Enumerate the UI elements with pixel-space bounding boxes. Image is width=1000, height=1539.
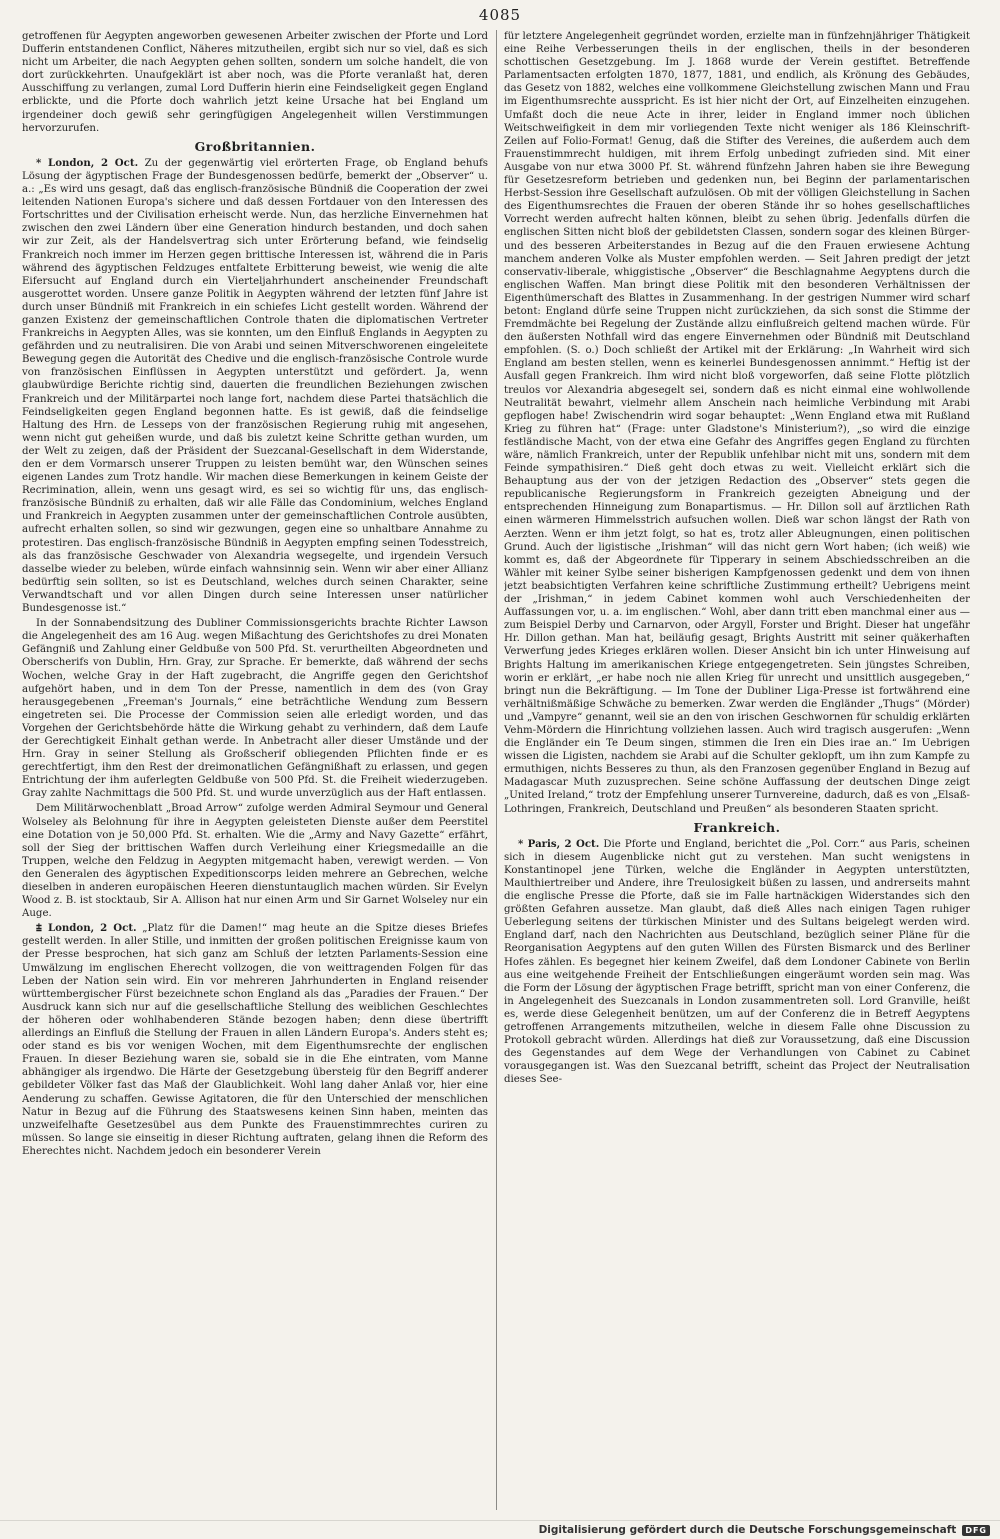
section-heading-france: Frankreich. [693,819,781,835]
page-number: 4085 [478,6,522,24]
footer-text: Digitalisierung gefördert durch die Deutsche Forschungsgemeinschaft [538,1524,957,1536]
article-broad-arrow: Dem Militärwochenblatt „Broad Arrow“ zufolge werden Admiral Seymour und General Wolseley als Belohnung für ihre in Aegypten geleisteten Dienste außer dem Peerstitel eine Dotation von je 50,000 Pfd. St. erhalten. Wie die „Army and Navy Gazette“ erfährt, soll der Sieg der brittischen Waffen durch Verleihung einer Kriegsmedaille an die Truppen, welche den Feldzug in Aegypten mitgemacht haben, verewigt werden. — Von den Generalen des ägyptischen Expeditionscorps leiden mehrere an Gebrechen, welche dieselben in anderen europäischen Heeren dienstuntauglich machen würden. Sir Evelyn Wood z. B. ist stocktaub, Sir A. Allison hat nur einen Arm und Sir Garnet Wolseley nur ein Auge. [22,803,488,920]
article-body: Zu der gegenwärtig viel erörterten Frage, ob England behufs Lösung der ägyptischen Frage der Bundesgenossen bedürfe, bemerkt der „Observer“ u. a.: „Es wird uns gesagt, daß das englisch-französische Bündniß die Cooperation der zwei leitenden Nationen Europa's sichere und daß dessen Fortdauer von den Interessen des Fortschrittes und der Civilisation erheischt werde. Nun, das herzliche Einvernehmen hat zwischen den zwei Ländern über eine Generation hindurch bestanden, und doch sahen wir zur Zeit, als der Handelsvertrag sich unter Erörterung befand, wie feindselig Frankreich noch immer im Herzen gegen brittische Interessen ist, während die in Paris während des ägyptischen Feldzuges entfaltete Erbitterung beweist, wie wenig die alte Eifersucht auf England durch ein Vierteljahrhundert anscheinender Freundschaft ausgerottet worden. Unsere ganze Politik in Aegypten während der letzten fünf Jahre ist durch unser Bündniß mit Frankreich in ein schiefes Licht gestellt worden. Während der ganzen Existenz der gemeinschaftlichen Controle thaten die diplomatischen Vertreter Frankreichs in Aegypten Alles, was sie konnten, um den Einfluß Englands in Aegypten zu gefährden und zu neutralisiren. Die von Arabi und seinen Mitverschworenen eingeleitete Bewegung gegen die Autorität des Chedive und die englisch-französische Controle wurde von französischen Einflüssen in Aegypten unterstützt und gefördert. Ja, wenn glaubwürdige Berichte richtig sind, dauerten die freundlichen Beziehungen zwischen Frankreich und der Militärpartei noch lange fort, nachdem diese Partei thatsächlich die Feindseligkeiten gegen England begonnen hatte. Es ist gewiß, daß die feindselige Haltung des Hrn. de Lesseps von der französischen Regierung ruhig mit angesehen, wenn nicht gut geheißen wurde, und daß bis zuletzt keine Schritte gethan wurden, um der Welt zu zeigen, daß der Präsident der Suezcanal-Gesellschaft in dem Widerstande, den er dem Vormarsch unserer Truppen zu leisten bemüht war, den Wünschen seines eigenen Landes zum Trotz handle. Wir machen diese Bemerkungen in keinem Geiste der Recrimination, allein, wenn uns gesagt wird, es sei so wichtig für uns, das englisch-französische Bündniß zu erhalten, daß wir alle Fälle das Condominium, welches England und Frankreich in Aegypten zusammen unter der gemeinschaftlichen Controle ausübten, aufrecht erhalten sollen, so sind wir gezwungen, gegen eine so unhaltbare Annahme zu protestiren. Das englisch-französische Bündniß in Aegypten empfing seinen Todesstreich, als das französische Geschwader von Alexandria wegsegelte, und irgendein Versuch dasselbe wieder zu beleben, würde einfach wahnsinnig sein. Wenn wir aber einer Allianz bedürftig sein sollten, so ist es Deutschland, welches durch seinen Charakter, seine Verwandtschaft und vor allen Dingen durch seine Interessen unser natürlicher Bundesgenosse ist.“ [22,157,488,615]
article-body: Die Pforte und England, berichtet die „Pol. Corr.“ aus Paris, scheinen sich in diesem Augenblicke nicht gut zu verstehen. Man sucht wenigstens in Konstantinopel jene Türken, welche die Engländer in Aegypten unterstützten, Maulthiertreiber und Andere, ihre Treulosigkeit büßen zu lassen, und andrerseits mahnt die englische Presse die Pforte, daß sie im Falle hartnäckigen Widerstandes sich den größten Gefahren aussetze. Man glaubt, daß dieß Alles nach einigen Tagen ruhiger Ueberlegung seitens der türkischen Minister und des Sultans beigelegt werden wird. England darf, nach den Nachrichten aus Deutschland, bezüglich seiner Pläne für die Reorganisation Aegyptens auf den guten Willen des Fürsten Bismarck und des Berliner Hofes zählen. Es begegnet hier keinem Zweifel, daß dem Londoner Cabinete von Berlin aus eine weitgehende Freiheit der Entschließungen eingeräumt worden sein mag. Was die Form der Lösung der ägyptischen Frage betrifft, spricht man von einer Conferenz, die in Angelegenheit des Suezcanals in London zusammentreten soll. Lord Granville, heißt es, werde diese Gelegenheit benützen, um auf der Conferenz die in Betreff Aegyptens getroffenen Arrangements mitzutheilen, welche in diesem Falle ohne Discussion zu Protokoll gebracht würden. Allerdings hat dieß zur Voraussetzung, daß eine Discussion des Gegenstandes auf dem Wege der Verhandlungen von Cabinet zu Cabinet vorausgegangen ist. Was den Suezcanal betrifft, scheint das Project der Neutralisation dieses See- [504,838,970,1086]
section-heading-great-britain: Großbritannien. [194,138,316,154]
dateline: * Paris, 2 Oct. [518,837,600,850]
article-continuation: für letztere Angelegenheit gegründet worden, erzielte man in fünfzehnjähriger Thätigkeit eine Reihe Verbesserungen theils in der englischen, theils in der besonderen schottischen Gesetzgebung. Im J. 1868 wurde der Verein gestiftet. Betreffende Parlamentsacten erfolgten 1870, 1877, 1881, und endlich, als Krönung des Gebäudes, das Gesetz von 1882, welches eine vollkommene Gleichstellung zwischen Mann und Frau im Eigenthumsrechte ausspricht. Es ist hier nicht der Ort, auf Einzelheiten einzugehen. Umfaßt doch die neue Acte in ihrer, leider in England immer noch üblichen Weitschweifigkeit in dem mir vorliegenden Texte nicht weniger als 186 Kleinschrift-Zeilen auf Folio-Format! Genug, daß die Stifter des Vereines, die außerdem auch dem Frauenstimmrecht huldigen, mit ihrem Erfolg unbedingt zufrieden sind. Mit einer Ausgabe von nur etwa 3000 Pf. St. während fünfzehn Jahren haben sie ihre Bewegung für Gesetzesreform betrieben und gedenken nun, bei Beginn der parlamentarischen Herbst-Session ihre Gesellschaft aufzulösen. Ob mit der völligen Gleichstellung in Sachen des Eigenthumsrechtes die Frauen der oberen Stände ihr so hohes gesellschaftliches Vorrecht werden aufrecht halten können, bleibt zu sehen übrig. Jedenfalls dürfen die englischen Sitten nicht bloß der gebildetsten Classen, sondern sogar des kleinen Bürger- und des besseren Arbeiterstandes in Bezug auf die den Frauen erwiesene Achtung manchem anderen Volke als Muster empfohlen werden. — Seit Jahren predigt der jetzt conservativ-liberale, whiggistische „Observer“ die Beschlagnahme Aegyptens durch die englischen Waffen. Man bringt diese Politik mit den besonderen Verhältnissen der Eigenthümerschaft des Blattes in Zusammenhang. In der gestrigen Nummer wird scharf betont: England dürfe seine Truppen nicht zurückziehen, da sich sonst die Stimme der Fremdmächte bei Regelung der Zustände allzu einflußreich geltend machen würde. Für den äußersten Nothfall wird das engere Einvernehmen oder Bündniß mit Deutschland empfohlen. (S. o.) Doch schließt der Artikel mit der Erklärung: „In Wahrheit wird sich England am besten stellen, wenn es keinerlei Bundesgenossen annimmt.“ Heftig ist der Ausfall gegen Frankreich. Ihm wird nicht bloß vorgeworfen, daß seine Flotte plötzlich treulos vor Alexandria abgesegelt sei, sondern daß es nicht einmal eine wohlwollende Neutralität bewahrt, vielmehr allem Anschein nach heimliche Verbindung mit Arabi gepflogen habe! Zwischendrin wird sogar behauptet: „Wenn England etwa mit Rußland Krieg zu führen hat“ (Frage: unter Gladstone's Ministerium?), „so wird die einzige festländische Macht, von der etwa eine Gefahr des Angriffes gegen England zu fürchten wäre, nämlich Frankreich, unter der Republik unfehlbar nicht mit uns, sondern mit dem Feinde sympathisiren.“ Dieß geht doch etwas zu weit. Vielleicht erklärt sich die Behauptung aus der von der jetzigen Redaction des „Observer“ stets gegen die republicanische Regierungsform in Frankreich gezeigten Abneigung und der entsprechenden Hinneigung zum Bonapartismus. — Hr. Dillon soll auf ärztlichen Rath einen wärmeren Himmelsstrich aufsuchen wollen. Dieß war schon längst der Rath von Aerzten. Wenn er ihm jetzt folgt, so hat es, trotz aller Ableugnungen, einen politischen Grund. Auch der ligistische „Irishman“ will das nicht gern Wort haben; (ich weiß) wie kommt es, daß der Abgeordnete für Tipperary in seinem Abschiedsschreiben an die Wähler mit keiner Sylbe seiner bisherigen Kampfgenossen gedenkt und dem von ihnen jetzt beabsichtigten Verfahren keine schriftliche Zustimmung ertheilt? Uebrigens meint der „Irishman,“ in jedem Cabinet kommen wohl auch Verschiedenheiten der Auffassungen vor, u. a. im englischen.“ Wohl, aber dann tritt eben manchmal einer aus — zum Beispiel Derby und Carnarvon, oder Argyll, Forster und Bright. Dieser hat ungefähr Hr. Dillon gethan. Man hat, beiläufig gesagt, Brights Austritt mit seiner quäkerhaften Verwerfung jedes Krieges erklären wollen. Dieser Ansicht bin ich unter Hinweisung auf Brights Haltung im amerikanischen Kriege entgegengetreten. Sein jüngstes Schreiben, worin er erklärt, „er habe noch nie allen Krieg für unrecht und unsittlich ausgegeben,“ bringt nun die Bekräftigung. — Im Tone der Dubliner Liga-Presse ist fortwährend eine verhältnißmäßige Schwäche zu bemerken. Zwar werden die Engländer „Thugs“ (Mörder) und „Vampyre“ genannt, weil sie an den von irischen Geschwornen für schuldig erklärten Vehm-Mördern die Hinrichtung vollziehen lassen. Auch wird tragisch ausgerufen: „Wenn die Engländer ein Te Deum singen, stimmen die Iren ein Dies irae an.“ Im Uebrigen wissen die Ligisten, nachdem sie Arabi auf die Schulter geklopft, um ihn zum Kampfe zu ermuthigen, nichts Besseres zu thun, als den Franzosen gegenüber England in Bezug auf Madagascar Muth zuzusprechen. Seine schöne Auffassung der deutschen Dinge zeigt „United Ireland,“ trotz der Empfehlung unserer Turnvereine, dadurch, daß es von „Elsaß-Lothringen, Frankreich, Deutschland und Preußen“ als besonderen Staaten spricht. [504,31,970,815]
article-london-observer [22,157,488,615]
dateline: ⩲ London, 2 Oct. [36,922,137,935]
article-continuation: getroffenen für Aegypten angeworben gewesenen Arbeiter zwischen der Pforte und Lord Dufferin entstandenen Conflict, Näheres mitzutheilen, ergibt sich nur so viel, daß es sich nicht um Arbeiter, die nach Aegypten gehen sollten, sondern um solche handelt, die von dort zurückkehrten. Unaufgeklärt ist aber noch, was die Pforte veranlaßt hat, deren Ausschiffung zu verlangen, zumal Lord Dufferin hierin eine Feindseligkeit gegen England erblickte, und die Pforte doch wahrlich jetzt keine Ursache hat bei England um irgendeiner doch gewiß sehr geringfügigen Angelegenheit willen Verstimmungen hervorzurufen. [22,31,488,134]
dateline: * London, 2 Oct. [36,156,139,169]
article-body: „Platz für die Damen!“ mag heute an die Spitze dieses Briefes gestellt werden. In aller Stille, und inmitten der großen politischen Ereignisse kaum von der Presse besprochen, hat sich ganz am Schluß der letzten Parlaments-Session eine Umwälzung im englischen Eherecht vollzogen, die von weittragenden Folgen für das Leben der Nation sein wird. Ein vor mehreren Jahrhunderten in England reisender württembergischer Fürst bezeichnete schon England als das „Paradies der Frauen.“ Der Ausdruck kann sich nur auf die gesellschaftliche Stellung des weiblichen Geschlechtes der höheren oder wohlhabenderen Stände bezogen haben; denn diese übertrifft allerdings an Einfluß die Stellung der Frauen in allen Ländern Europa's. Anders steht es; oder stand es bis vor wenigen Wochen, mit dem Eigenthumsrechte der englischen Frauen. In dieser Beziehung waren sie, sobald sie in die Ehe eintraten, vom Manne abhängiger als irgendwo. Die Härte der Gesetzgebung übersteig für den Begriff anderer gebildeter Völker fast das Maß der Glaublichkeit. Wohl lang daher Anlaß vor, hier eine Aenderung zu schaffen. Gewisse Agitatoren, die für den Unterschied der menschlichen Natur in Bezug auf die Führung des Staatswesens keinen Sinn haben, meinten das unzweifelhafte Gesetzesübel aus dem Punkte des Frauenstimmrechtes curiren zu müssen. So lange sie einseitig in dieser Richtung auftraten, gelang ihnen die Reform des Eherechtes nicht. Nachdem jedoch ein besonderer Verein [22,923,488,1157]
dfg-logo: DFG [962,1525,990,1536]
column-divider [496,30,497,1510]
article-london-women [22,922,488,1158]
digitization-footer [0,1520,1000,1539]
article-dublin-court: In der Sonnabendsitzung des Dubliner Commissionsgerichts brachte Richter Lawson die Angelegenheit des am 16 Aug. wegen Mißachtung des Gerichtshofes zu drei Monaten Gefängniß und Zahlung einer Geldbuße von 500 Pfd. St. verurtheilten Abgeordneten und Oberscherifs von Dublin, Hrn. Gray, zur Sprache. Er bemerkte, daß während der sechs Wochen, welche Gray in der Haft zugebracht, die Angriffe gegen den Gerichtshof aufgehört haben, und in dem Ton der Presse, namentlich in dem des (von Gray herausgegebenen „Freeman's Journals,“ eine beträchtliche Wendung zum Bessern eingetreten sei. Die Processe der Commission seien alle erledigt worden, und das Vorgehen der Gerichtsbehörde hätte die Wirkung gehabt zu verhindern, daß dem Laufe der Gerechtigkeit Einhalt gethan werde. In Anbetracht aller dieser Umstände und der Hrn. Gray in seiner Stellung als Großscherif obliegenden Pflichten finde er es gerechtfertigt, ihm den Rest der dreimonatlichen Gefängnißhaft zu erlassen, und gegen Entrichtung der ihm auferlegten Geldbuße von 500 Pfd. St. die Freiheit wiederzugeben. Gray zahlte Nachmittags die 500 Pfd. St. und wurde unverzüglich aus der Haft entlassen. [22,618,488,800]
right-column [504,30,970,1515]
article-paris [504,838,970,1087]
left-column [22,30,488,1515]
